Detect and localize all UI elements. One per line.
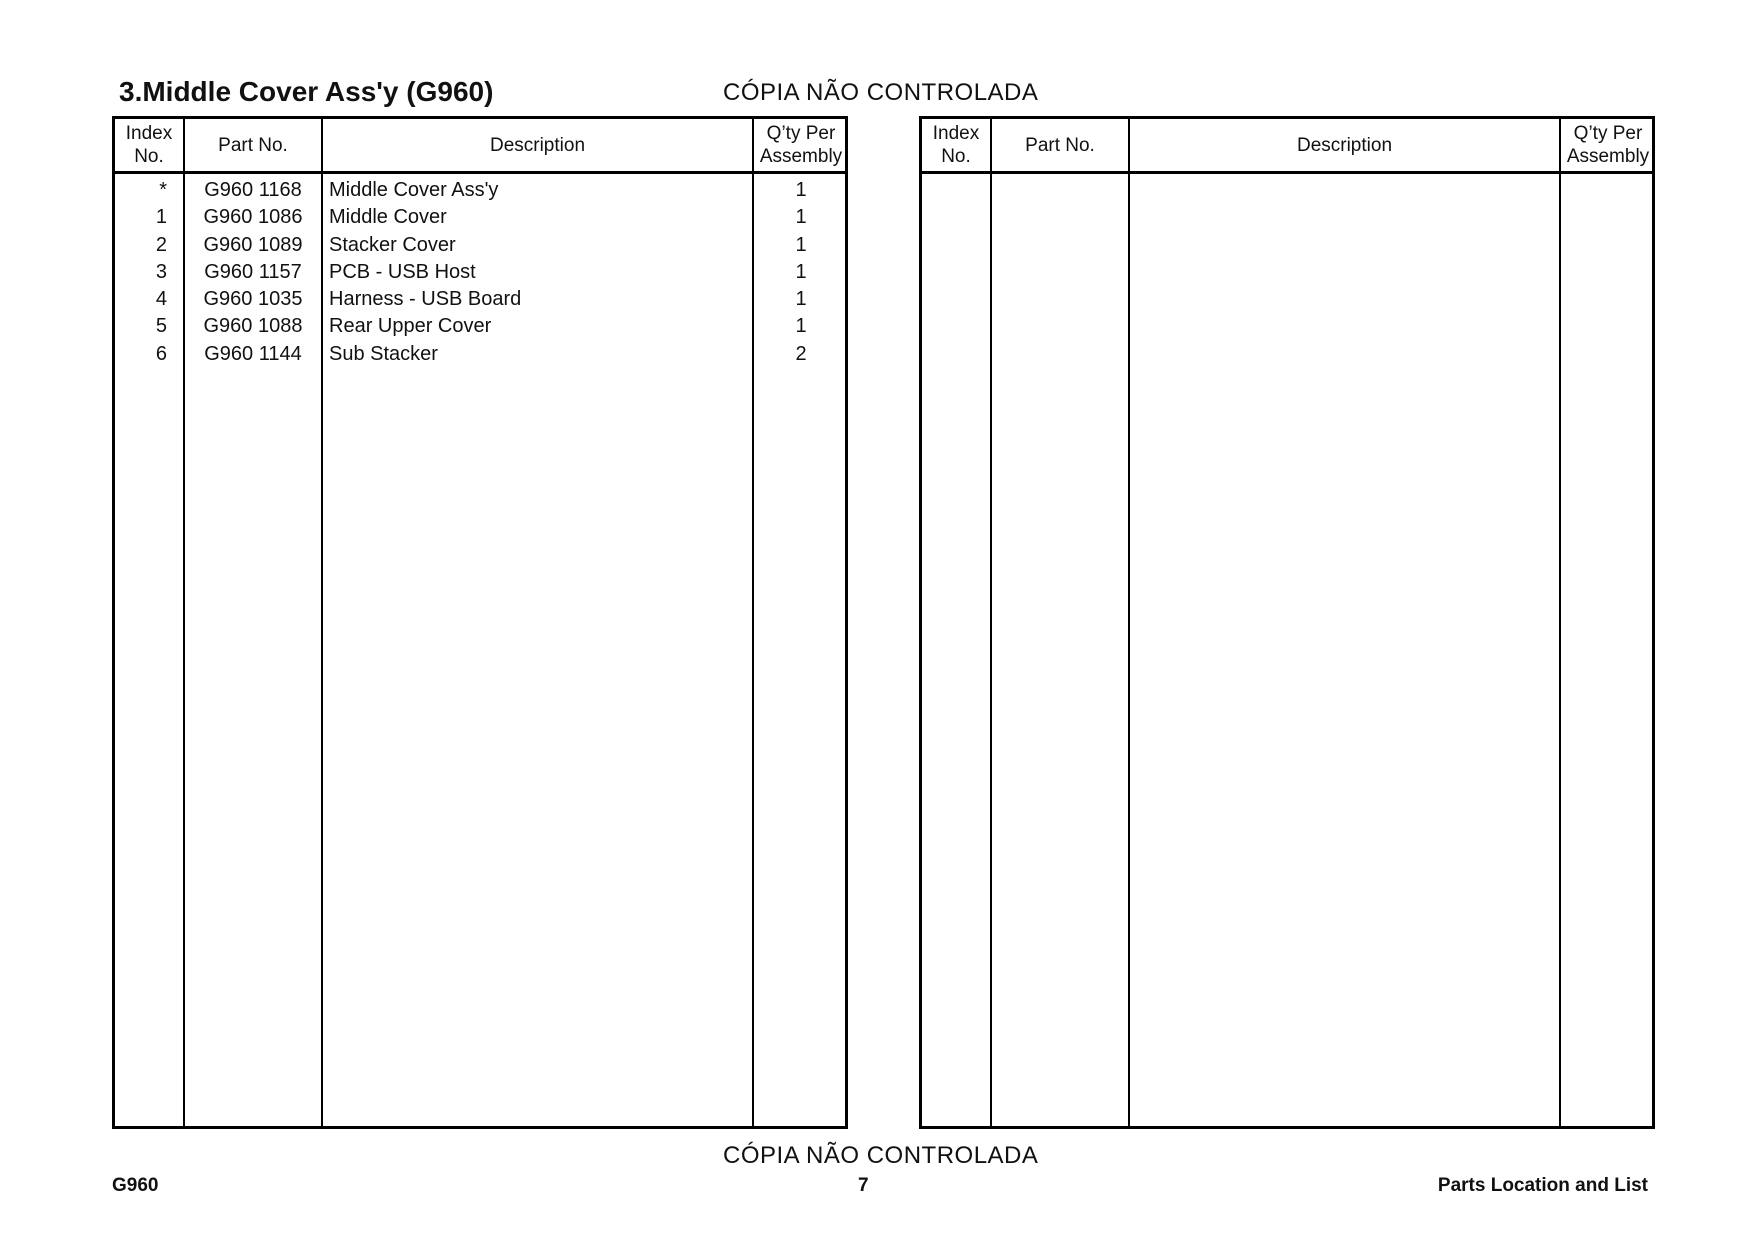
cell-part-no: G960 1144 — [204, 342, 302, 365]
column-divider — [990, 119, 992, 1126]
cell-index: 5 — [155, 315, 167, 338]
cell-description: Stacker Cover — [329, 233, 456, 256]
table-row — [115, 178, 845, 205]
cell-part-no: G960 1168 — [204, 179, 302, 201]
cell-qty: 1 — [795, 288, 807, 311]
cell-qty: 1 — [795, 206, 807, 229]
footer-section: Parts Location and List — [1437, 1175, 1648, 1196]
table-row — [115, 287, 845, 314]
column-divider — [1559, 119, 1561, 1126]
cell-index: 4 — [155, 288, 167, 311]
cell-description: Harness - USB Board — [329, 288, 522, 311]
header-qty: Q’ty Per Assembly — [1566, 123, 1650, 167]
table-row — [115, 205, 845, 232]
table-row — [115, 314, 845, 341]
table-body — [115, 178, 845, 369]
header-description: Description — [489, 134, 586, 156]
cell-index: 3 — [155, 260, 167, 283]
cell-index: 6 — [155, 342, 167, 365]
cell-index: 2 — [155, 233, 167, 256]
cell-part-no: G960 1086 — [203, 206, 303, 229]
header-index: Index No. — [125, 123, 173, 167]
header-qty: Q’ty Per Assembly — [759, 123, 843, 167]
page-title: 3.Middle Cover Ass'y (G960) — [119, 76, 494, 107]
cell-qty: 1 — [795, 233, 807, 256]
header-part-no: Part No. — [1025, 134, 1095, 156]
footer-model: G960 — [112, 1175, 159, 1196]
header-index: Index No. — [932, 123, 980, 167]
cell-description: Rear Upper Cover — [329, 315, 492, 338]
table-header — [922, 119, 1652, 174]
header-description: Description — [1296, 134, 1393, 156]
cell-qty: 2 — [795, 342, 807, 365]
cell-qty: 1 — [795, 315, 807, 338]
table-row — [115, 260, 845, 287]
cell-index: 1 — [155, 206, 167, 229]
cell-part-no: G960 1157 — [204, 260, 302, 283]
watermark-top: CÓPIA NÃO CONTROLADA — [723, 79, 1039, 106]
cell-description: Sub Stacker — [329, 342, 438, 365]
header-part-no: Part No. — [218, 134, 288, 156]
cell-description: Middle Cover — [329, 206, 447, 229]
cell-part-no: G960 1088 — [203, 315, 303, 338]
cell-description: Middle Cover Ass'y — [329, 179, 499, 201]
cell-qty: 1 — [795, 260, 807, 283]
cell-part-no: G960 1089 — [203, 233, 303, 256]
cell-description: PCB - USB Host — [329, 260, 476, 283]
watermark-bottom: CÓPIA NÃO CONTROLADA — [723, 1142, 1039, 1169]
cell-part-no: G960 1035 — [203, 288, 303, 311]
cell-qty: 1 — [795, 179, 807, 201]
table-header — [115, 119, 845, 174]
table-row — [115, 342, 845, 369]
column-divider — [1128, 119, 1130, 1126]
cell-index: * — [159, 179, 167, 201]
parts-table-right — [919, 116, 1655, 1129]
table-row — [115, 233, 845, 260]
parts-table-left — [112, 116, 848, 1129]
footer-page-number: 7 — [858, 1175, 869, 1196]
